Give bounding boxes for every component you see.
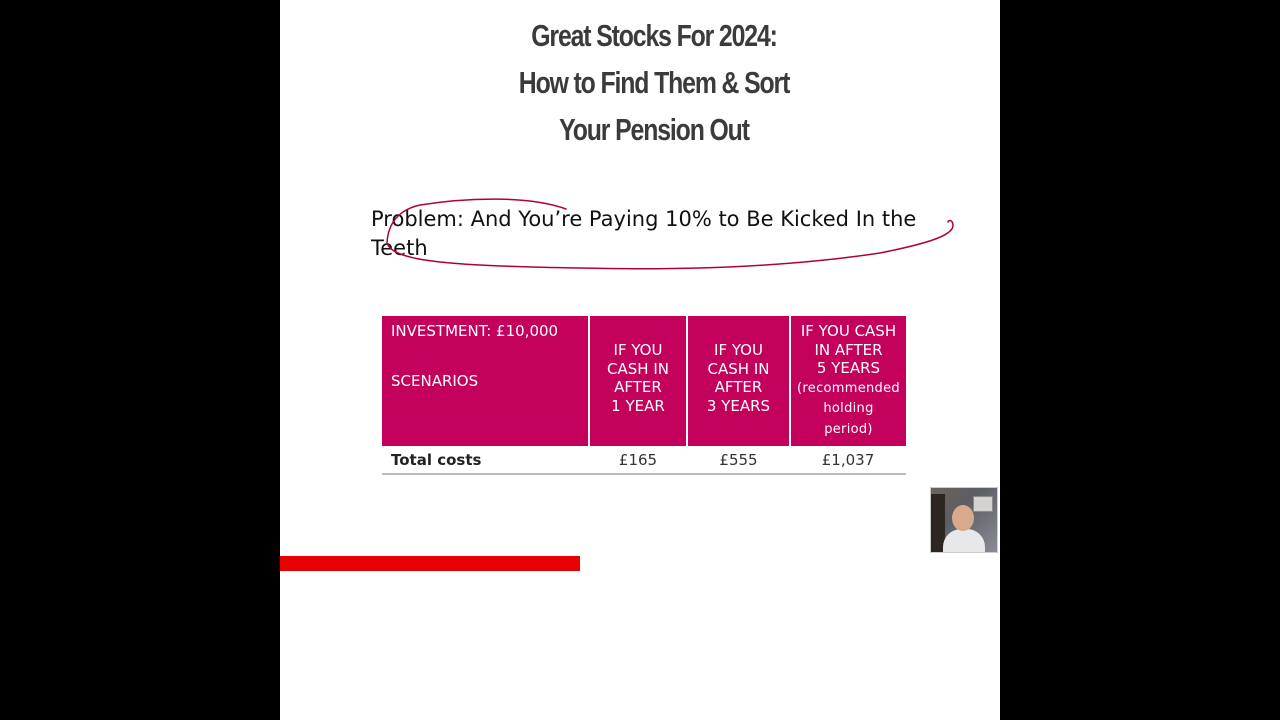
header-line: CASH IN	[707, 359, 770, 378]
header-5-years	[790, 316, 906, 446]
cost-scenarios-table	[382, 316, 906, 475]
cost-3-years: £555	[687, 446, 790, 474]
header-investment-scenarios	[382, 316, 589, 446]
header-note: period)	[824, 421, 873, 437]
title-line: Great Stocks For 2024:	[531, 18, 777, 53]
header-scenarios: SCENARIOS	[391, 371, 479, 390]
picture-frame	[973, 496, 993, 512]
presenter-body	[943, 529, 985, 553]
header-line: 1 YEAR	[611, 396, 665, 415]
presenter-webcam-thumbnail	[930, 487, 998, 553]
presentation-slide	[280, 0, 1000, 720]
header-note: holding	[823, 401, 874, 416]
table-row	[382, 446, 906, 474]
slide-title	[280, 12, 1000, 153]
row-label: Total costs	[382, 446, 589, 474]
header-line: IF YOU	[714, 341, 763, 359]
problem-statement: Problem: And You’re Paying 10% to Be Kicked In the Teeth	[371, 207, 917, 260]
cost-5-years: £1,037	[790, 446, 906, 474]
header-note: (recommended	[797, 380, 900, 396]
header-1-year	[589, 316, 687, 446]
header-line: AFTER	[614, 378, 662, 396]
header-line: 3 YEARS	[706, 396, 771, 415]
header-investment: INVESTMENT: £10,000	[391, 322, 559, 340]
progress-bar	[280, 556, 580, 571]
cost-1-year: £165	[589, 446, 687, 474]
header-line: IF YOU	[613, 341, 663, 359]
header-line: CASH IN	[607, 359, 669, 378]
header-line: AFTER	[714, 378, 763, 396]
header-line: IF YOU CASH	[800, 322, 897, 340]
title-line: Your Pension Out	[559, 112, 749, 147]
presenter-head	[952, 505, 974, 531]
header-3-years	[687, 316, 790, 446]
title-line: How to Find Them & Sort	[518, 65, 790, 100]
header-line: 5 YEARS	[816, 359, 881, 377]
header-line: IN AFTER	[814, 340, 883, 359]
